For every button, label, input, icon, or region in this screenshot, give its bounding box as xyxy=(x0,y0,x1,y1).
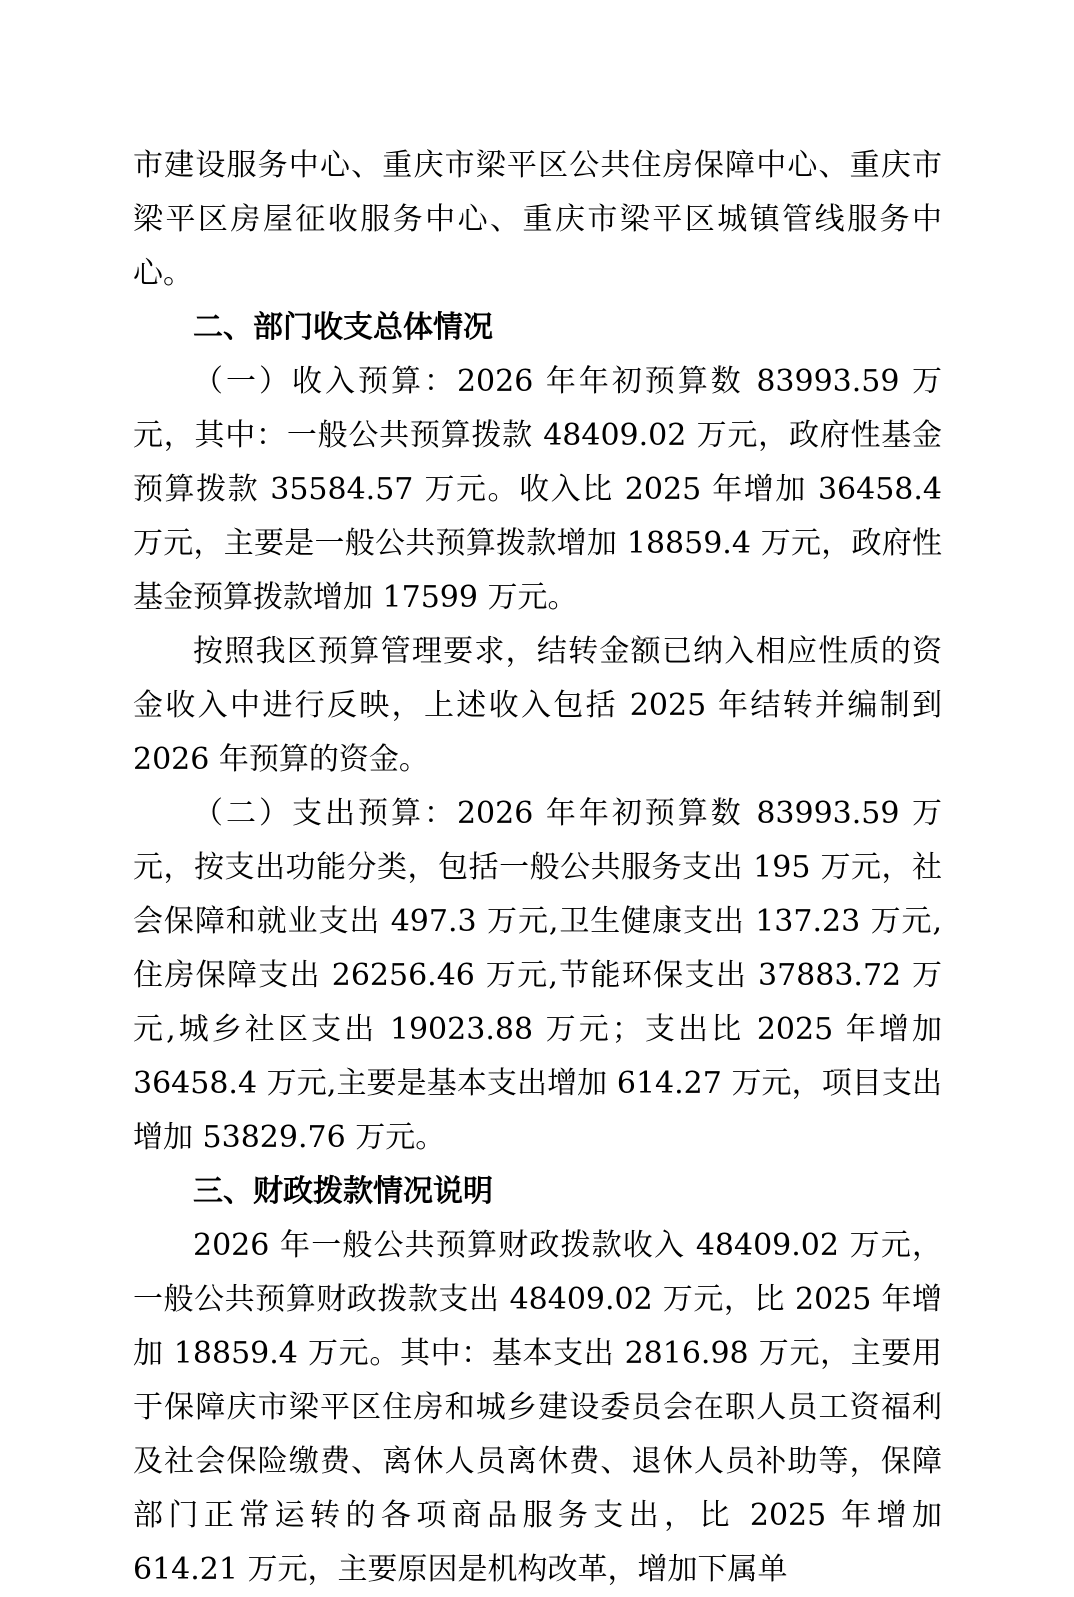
paragraph-fiscal-appropriation-detail: 2026 年一般公共预算财政拨款收入 48409.02 万元，一般公共预算财政拨款支出 48409.02 万元，比 2025 年增加 18859.4 万元。其中：基本支出 2816.98 万元，主要用于保障庆市梁平区住房和城乡建设委员会在职人员工资福利及社会保险缴费、离休人员离休费、退休人员补助等，保障部门正常运转的各项商品服务支出，比 2025 年增加 614.21 万元，主要原因是机构改革，增加下属单 xyxy=(133,1228,942,1587)
paragraph-carryover-note: 按照我区预算管理要求，结转金额已纳入相应性质的资金收入中进行反映，上述收入包括 2025 年结转并编制到 2026 年预算的资金。 xyxy=(133,634,942,777)
paragraph-agency-list-continuation: 市建设服务中心、重庆市梁平区公共住房保障中心、重庆市梁平区房屋征收服务中心、重庆市梁平区城镇管线服务中心。 xyxy=(133,148,942,291)
section-heading-fiscal-appropriation: 三、财政拨款情况说明 xyxy=(193,1174,493,1209)
paragraph-revenue-budget: （一）收入预算：2026 年年初预算数 83993.59 万元，其中：一般公共预算拨款 48409.02 万元，政府性基金预算拨款 35584.57 万元。收入比 2025 年增加 36458.4 万元，主要是一般公共预算拨款增加 18859.4 万元，政府性基金预算拨款增加 17599 万元。 xyxy=(133,364,942,615)
paragraph-expenditure-budget: （二）支出预算：2026 年年初预算数 83993.59 万元，按支出功能分类，包括一般公共服务支出 195 万元，社会保障和就业支出 497.3 万元,卫生健康支出 137.23 万元,住房保障支出 26256.46 万元,节能环保支出 37883.72 万元,城乡社区支出 19023.88 万元；支出比 2025 年增加 36458.4 万元,主要是基本支出增加 614.27 万元，项目支出增加 53829.76 万元。 xyxy=(133,796,942,1155)
section-heading-dept-revenue-expenditure-overview: 二、部门收支总体情况 xyxy=(193,310,493,345)
